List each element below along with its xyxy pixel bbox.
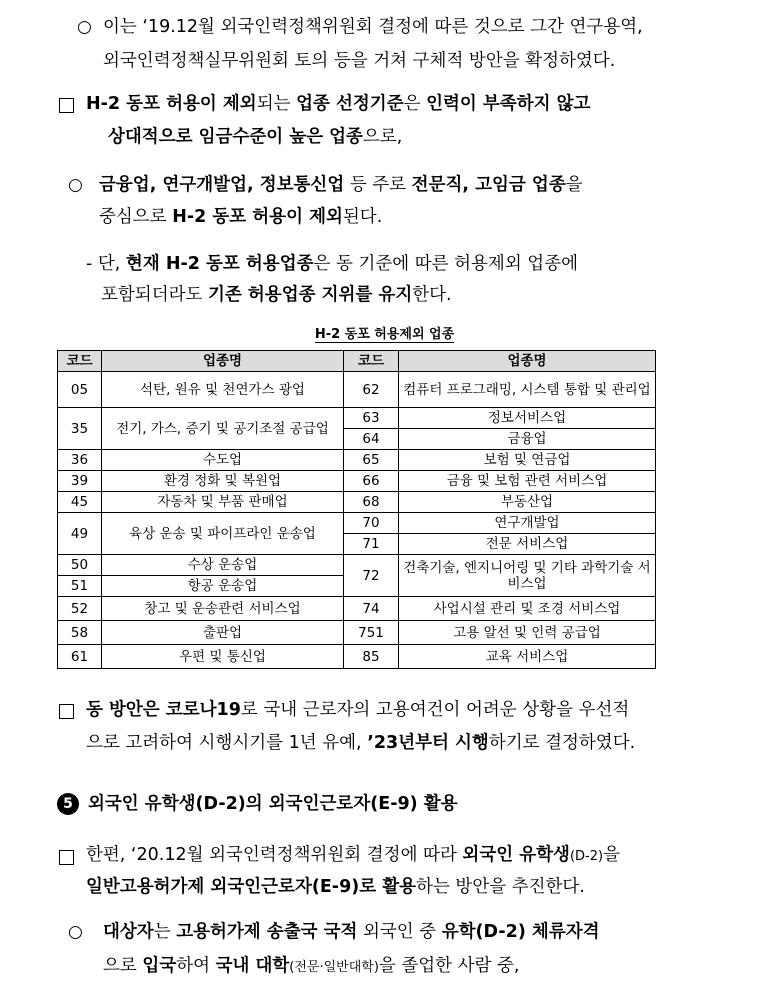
section3-line-2: 일반고용허가제 외국인근로자(E-9)로 활용하는 방안을 추진한다. [86, 877, 585, 897]
code-cell: 05 [58, 372, 102, 408]
table-row [58, 597, 656, 621]
code-cell: 36 [58, 450, 102, 471]
name-cell: 교육 서비스업 [399, 645, 656, 669]
name-cell: 우편 및 통신업 [102, 645, 344, 669]
code-cell: 74 [344, 597, 399, 621]
section2-line-2: 으로 고려하여 시행시기를 1년 유예, ’23년부터 시행하기로 결정하였다. [86, 733, 636, 753]
table-row [58, 513, 656, 534]
code-cell: 85 [344, 645, 399, 669]
table-row [58, 408, 656, 429]
circle-bullet-icon: ○ [68, 175, 83, 195]
section-heading: 외국인 유학생(D-2)의 외국인근로자(E-9) 활용 [88, 794, 458, 814]
code-cell: 51 [58, 576, 102, 597]
code-cell: 66 [344, 471, 399, 492]
code-cell: 751 [344, 621, 399, 645]
code-cell: 62 [344, 372, 399, 408]
section2-line-1: 동 방안은 코로나19로 국내 근로자의 고용여건이 어려운 상황을 우선적 [86, 700, 630, 720]
name-cell: 연구개발업 [399, 513, 656, 534]
code-cell: 68 [344, 492, 399, 513]
table-title: H-2 동포 허용제외 업종 [314, 327, 455, 342]
table-row [58, 645, 656, 669]
bullet2-line-1: 대상자는 고용허가제 송출국 국적 외국인 중 유학(D-2) 체류자격 [103, 922, 600, 942]
intro-line-1: 이는 ‘19.12월 외국인력정책위원회 결정에 따른 것으로 그간 연구용역, [103, 17, 643, 37]
name-cell: 금융 및 보험 관련 서비스업 [399, 471, 656, 492]
name-cell: 석탄, 원유 및 천연가스 광업 [102, 372, 344, 408]
header-code-right: 코드 [344, 351, 399, 372]
section3-line-1: 한편, ‘20.12월 외국인력정책위원회 결정에 따라 외국인 유학생(D-2)을 [86, 845, 620, 865]
code-cell: 45 [58, 492, 102, 513]
code-cell: 65 [344, 450, 399, 471]
table-row [58, 555, 656, 576]
name-cell: 창고 및 운송관련 서비스업 [102, 597, 344, 621]
checkbox-square-icon [59, 98, 74, 113]
code-cell: 58 [58, 621, 102, 645]
checkbox-square-icon [59, 850, 74, 865]
excluded-industries-table [57, 350, 656, 669]
header-name-right: 업종명 [399, 351, 656, 372]
name-cell: 수도업 [102, 450, 344, 471]
checkbox-square-icon [59, 704, 74, 719]
code-cell: 39 [58, 471, 102, 492]
code-cell: 72 [344, 555, 399, 597]
bullet2-line-2: 으로 입국하여 국내 대학(전문·일반대학)을 졸업한 사람 중, [103, 956, 520, 976]
name-cell: 사업시설 관리 및 조경 서비스업 [399, 597, 656, 621]
table-row [58, 621, 656, 645]
name-cell: 부동산업 [399, 492, 656, 513]
name-cell: 보험 및 연금업 [399, 450, 656, 471]
name-cell: 금융업 [399, 429, 656, 450]
name-cell: 전기, 가스, 증기 및 공기조절 공급업 [102, 408, 344, 450]
name-cell: 고용 알선 및 인력 공급업 [399, 621, 656, 645]
table-row [58, 492, 656, 513]
circle-bullet-icon: ○ [77, 17, 92, 37]
name-cell: 육상 운송 및 파이프라인 운송업 [102, 513, 344, 555]
name-cell: 컴퓨터 프로그래밍, 시스템 통합 및 관리업 [399, 372, 656, 408]
table-row [58, 450, 656, 471]
code-cell: 71 [344, 534, 399, 555]
section1-line-1: H-2 동포 허용이 제외되는 업종 선정기준은 인력이 부족하지 않고 [86, 94, 591, 114]
name-cell: 정보서비스업 [399, 408, 656, 429]
name-cell: 전문 서비스업 [399, 534, 656, 555]
name-cell: 자동차 및 부품 판매업 [102, 492, 344, 513]
header-code-left: 코드 [58, 351, 102, 372]
circle-bullet-icon: ○ [68, 922, 83, 942]
code-cell: 61 [58, 645, 102, 669]
table-row [58, 471, 656, 492]
code-cell: 52 [58, 597, 102, 621]
bullet1-line-1: 금융업, 연구개발업, 정보통신업 등 주로 전문직, 고임금 업종을 [99, 175, 583, 195]
name-cell: 항공 운송업 [102, 576, 344, 597]
table-row [58, 372, 656, 408]
code-cell: 70 [344, 513, 399, 534]
name-cell: 출판업 [102, 621, 344, 645]
name-cell: 수상 운송업 [102, 555, 344, 576]
code-cell: 64 [344, 429, 399, 450]
name-cell: 건축기술, 엔지니어링 및 기타 과학기술 서비스업 [399, 555, 656, 597]
dash1-line-2: 포함되더라도 기존 허용업종 지위를 유지한다. [101, 285, 452, 305]
code-cell: 63 [344, 408, 399, 429]
code-cell: 50 [58, 555, 102, 576]
code-cell: 35 [58, 408, 102, 450]
section1-line-2: 상대적으로 임금수준이 높은 업종으로, [108, 127, 403, 147]
header-name-left: 업종명 [102, 351, 344, 372]
name-cell: 환경 정화 및 복원업 [102, 471, 344, 492]
dash1-line-1: - 단, 현재 H-2 동포 허용업종은 동 기준에 따른 허용제외 업종에 [86, 254, 579, 274]
bullet1-line-2: 중심으로 H-2 동포 허용이 제외된다. [99, 207, 383, 227]
code-cell: 49 [58, 513, 102, 555]
intro-line-2: 외국인력정책실무위원회 토의 등을 거쳐 구체적 방안을 확정하였다. [103, 51, 616, 71]
table-header-row [58, 351, 656, 372]
number-five-icon: 5 [57, 793, 79, 815]
